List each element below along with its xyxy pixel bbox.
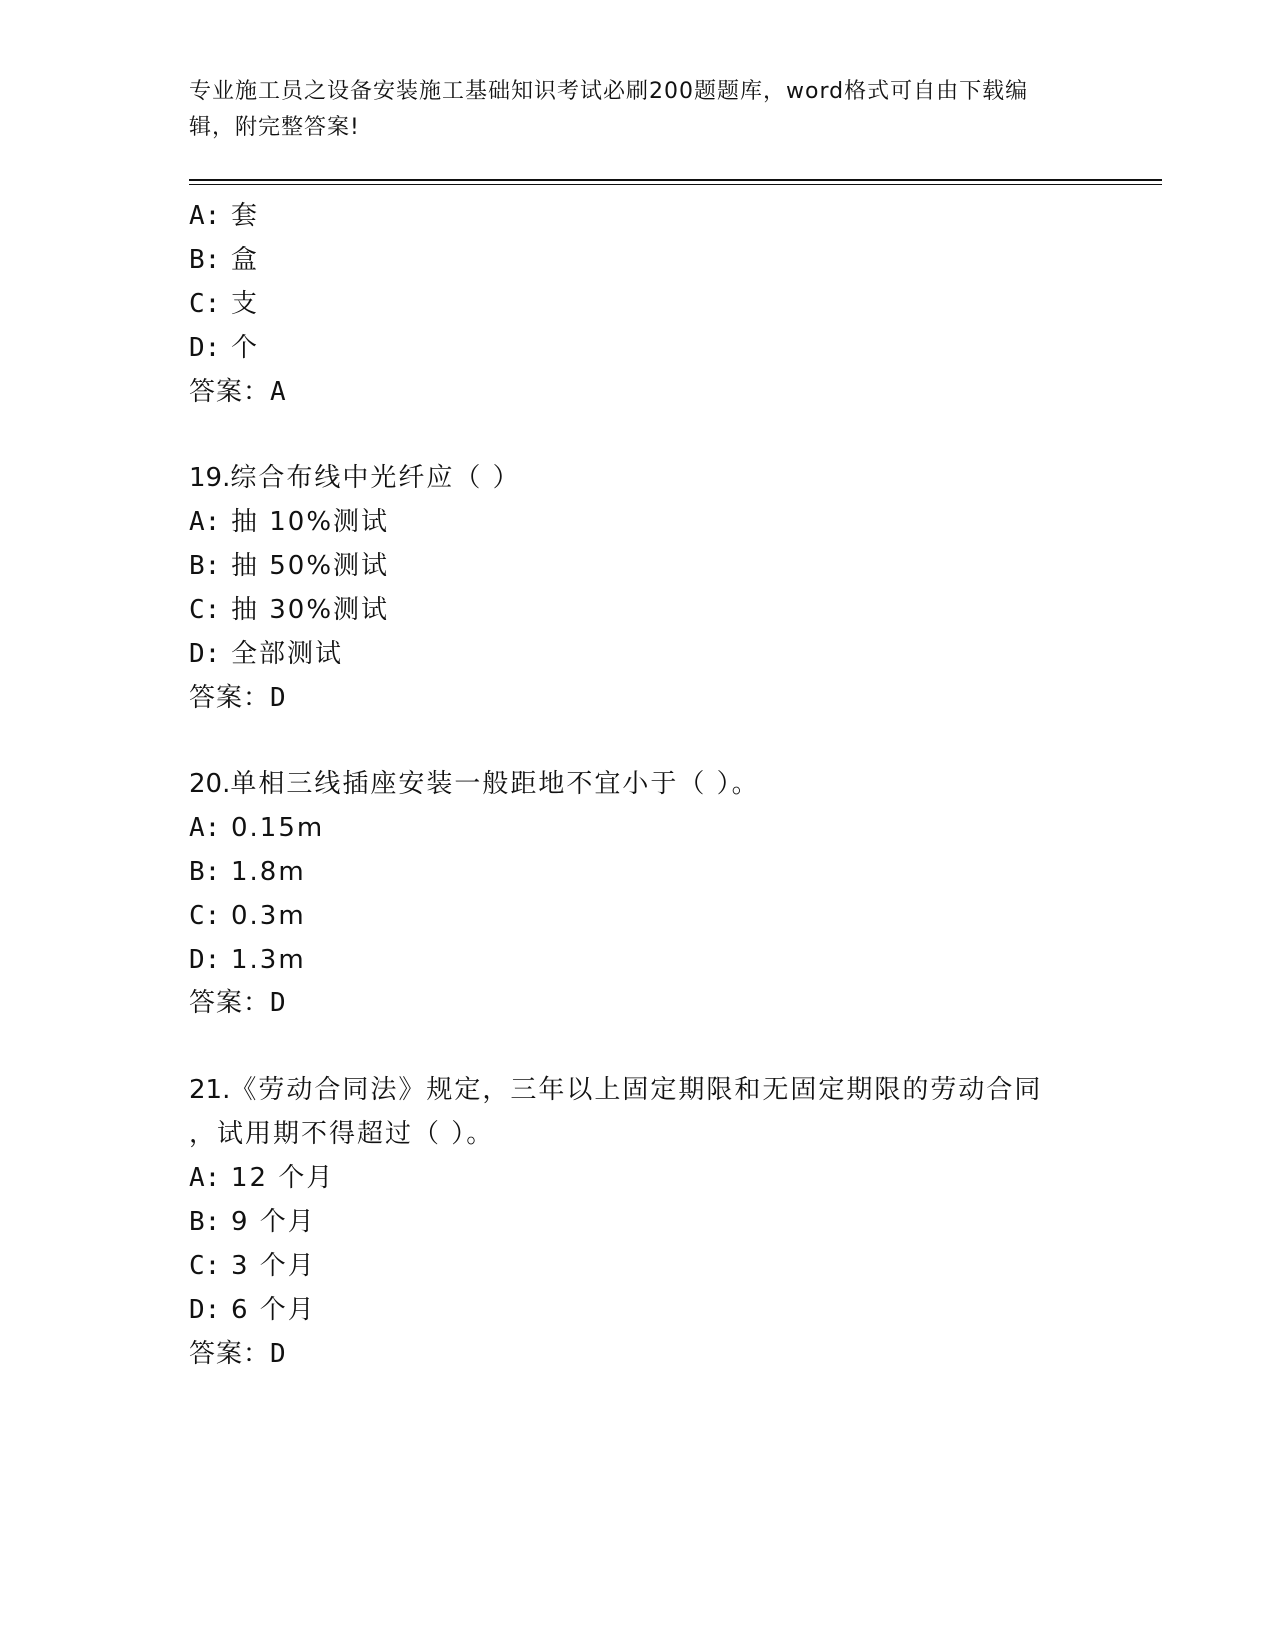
q18-option-b xyxy=(189,242,259,278)
option-text: 9 个月 xyxy=(231,1207,316,1237)
q21-option-d xyxy=(189,1292,316,1328)
q21-stem-line-1 xyxy=(189,1072,1042,1108)
option-key: B: xyxy=(189,1207,221,1237)
q20-option-d xyxy=(189,942,306,978)
option-text: 抽 50%测试 xyxy=(231,551,390,581)
q19-answer xyxy=(189,680,287,716)
answer-value: D xyxy=(270,1339,287,1369)
option-key: D: xyxy=(189,1295,221,1325)
q19-option-d xyxy=(189,636,343,672)
option-text: 支 xyxy=(231,289,260,319)
option-key: B: xyxy=(189,551,221,581)
option-text: 全部测试 xyxy=(231,639,344,669)
option-text: 6 个月 xyxy=(231,1295,316,1325)
option-text: 12 个月 xyxy=(231,1163,335,1193)
option-text: 0.15m xyxy=(231,813,325,843)
question-number: 19. xyxy=(189,463,231,493)
option-text: 盒 xyxy=(231,245,260,275)
option-key: B: xyxy=(189,245,221,275)
option-key: C: xyxy=(189,901,221,931)
option-text: 1.8m xyxy=(231,857,306,887)
option-key: C: xyxy=(189,1251,221,1281)
q21-stem-line-2: ，试用期不得超过（ ）。 xyxy=(189,1119,495,1149)
question-text: 单相三线插座安装一般距地不宜小于（ ）。 xyxy=(230,769,760,799)
q20-stem xyxy=(189,766,760,802)
question-text: 《劳动合同法》规定，三年以上固定期限和无固定期限的劳动合同 xyxy=(230,1075,1043,1105)
q19-option-c xyxy=(189,592,389,628)
header-divider xyxy=(189,179,1162,181)
answer-value: A xyxy=(270,377,287,407)
question-text: 综合布线中光纤应（ ） xyxy=(230,463,521,493)
question-number: 20. xyxy=(189,769,231,799)
option-key: D: xyxy=(189,333,221,363)
q20-option-b xyxy=(189,854,306,890)
q19-option-b xyxy=(189,548,389,584)
answer-label: 答案： xyxy=(189,1339,271,1369)
question-number: 21. xyxy=(189,1075,231,1105)
answer-label: 答案： xyxy=(189,377,271,407)
q20-option-a xyxy=(189,810,324,846)
q18-answer xyxy=(189,374,287,410)
option-key: A: xyxy=(189,201,221,231)
q18-option-d xyxy=(189,330,259,366)
q19-stem xyxy=(189,460,521,496)
q21-answer xyxy=(189,1336,287,1372)
q20-answer xyxy=(189,985,287,1021)
option-text: 3 个月 xyxy=(231,1251,316,1281)
answer-label: 答案： xyxy=(189,988,271,1018)
option-text: 抽 30%测试 xyxy=(231,595,390,625)
option-text: 个 xyxy=(231,333,260,363)
q19-option-a xyxy=(189,504,389,540)
q20-option-c xyxy=(189,898,306,934)
option-key: A: xyxy=(189,813,221,843)
q18-option-a xyxy=(189,198,259,234)
header-divider-thin xyxy=(189,184,1162,185)
option-text: 0.3m xyxy=(231,901,306,931)
option-text: 套 xyxy=(231,201,260,231)
q21-option-c xyxy=(189,1248,316,1284)
option-key: C: xyxy=(189,595,221,625)
document-header: 专业施工员之设备安装施工基础知识考试必刷200题题库，word格式可自由下载编辑，附完整答案! xyxy=(189,79,1029,140)
option-key: B: xyxy=(189,857,221,887)
q21-option-b xyxy=(189,1204,316,1240)
answer-label: 答案： xyxy=(189,683,271,713)
option-text: 1.3m xyxy=(231,945,306,975)
option-key: D: xyxy=(189,945,221,975)
option-key: A: xyxy=(189,507,221,537)
option-text: 抽 10%测试 xyxy=(231,507,390,537)
option-key: D: xyxy=(189,639,221,669)
answer-value: D xyxy=(270,683,287,713)
q18-option-c xyxy=(189,286,259,322)
option-key: A: xyxy=(189,1163,221,1193)
q21-option-a xyxy=(189,1160,334,1196)
answer-value: D xyxy=(270,988,287,1018)
option-key: C: xyxy=(189,289,221,319)
